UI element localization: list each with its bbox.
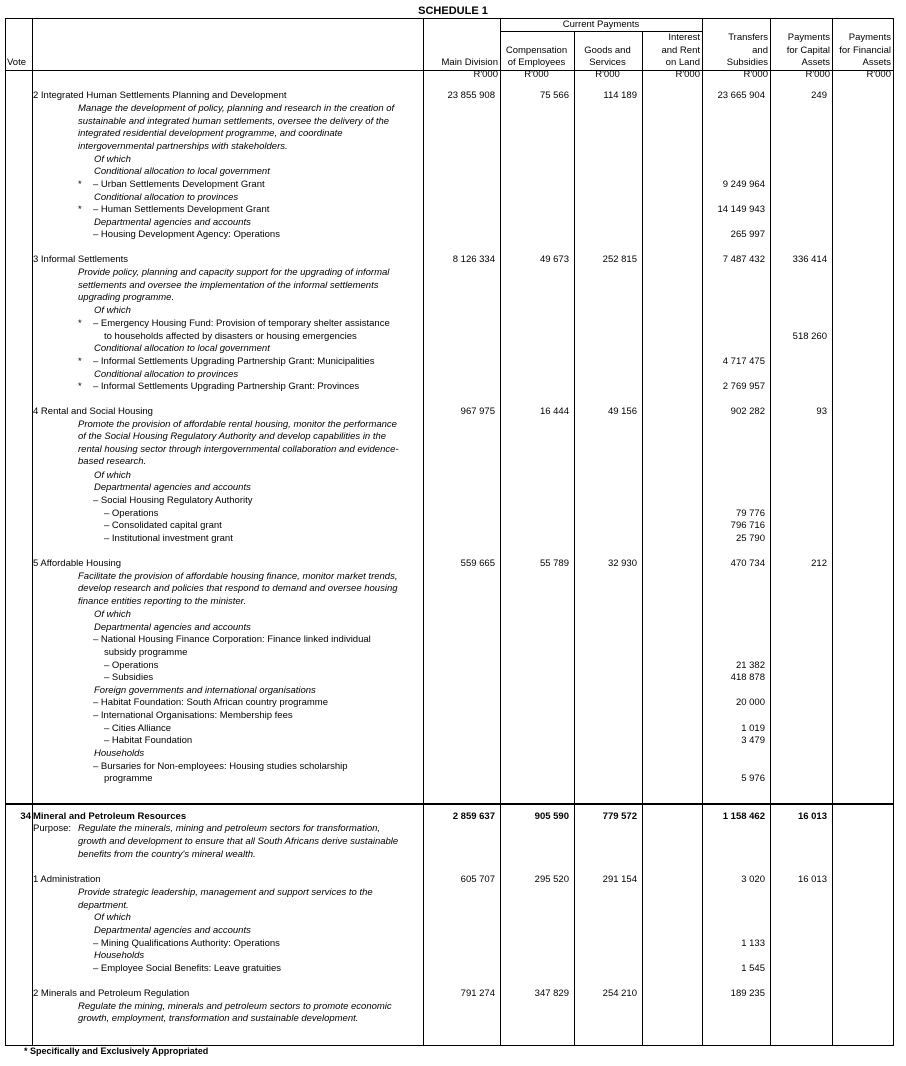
trans-value: 796 716 — [730, 520, 765, 531]
row-description: based research. — [78, 456, 147, 467]
trans-value: 4 717 475 — [722, 356, 765, 367]
compensation-header-line: of Employees — [507, 57, 566, 68]
unit-label: R'000 — [675, 69, 700, 80]
row-description: Regulate the mining, minerals and petroleum sectors to promote economic — [78, 1001, 392, 1012]
row-description: develop research and policies that respond to demand and oversee housing — [78, 583, 398, 594]
trans-value: 265 997 — [730, 229, 765, 240]
trans-value: 21 382 — [735, 660, 765, 671]
goods-value: 254 210 — [602, 988, 637, 999]
row-description: 5 Affordable Housing — [33, 558, 122, 569]
comp-value: 295 520 — [534, 874, 569, 885]
trans-value: 5 976 — [741, 773, 765, 784]
unit-label: R'000 — [743, 69, 768, 80]
trans-value: 20 000 — [735, 697, 765, 708]
row-description: Promote the provision of affordable rental housing, monitor the performance — [78, 419, 397, 430]
row-description: – Bursaries for Non-employees: Housing studies scholarship — [93, 761, 348, 772]
comp-value: 347 829 — [534, 988, 569, 999]
interest-header-line: Interest — [668, 32, 700, 43]
row-description: to households affected by disasters or housing emergencies — [104, 331, 357, 342]
column-rule — [832, 18, 833, 1045]
row-description: Conditional allocation to provinces — [94, 192, 239, 203]
column-rule — [642, 31, 643, 1045]
row-description: Of which — [94, 154, 131, 165]
row-description: department. — [78, 900, 129, 911]
goods-header-line: Goods and — [584, 44, 631, 56]
unit-label: R'000 — [595, 69, 620, 80]
cap-value: 16 013 — [797, 874, 827, 885]
unit-label: R'000 — [866, 69, 891, 80]
row-description: Purpose: — [33, 823, 72, 834]
row-description: Departmental agencies and accounts — [94, 925, 251, 936]
capital-header-line: for Capital — [786, 44, 830, 56]
row-description: Households — [94, 950, 145, 961]
row-description: sustainable and integrated human settlements, oversee the delivery of the — [78, 116, 390, 127]
row-description: – Informal Settlements Upgrading Partnership Grant: Municipalities — [93, 356, 375, 367]
row-description: Conditional allocation to local government — [94, 166, 270, 177]
cap-value: 16 013 — [797, 811, 827, 822]
cap-value: 518 260 — [792, 331, 827, 342]
row-description: – Housing Development Agency: Operations — [93, 229, 280, 240]
row-description: Departmental agencies and accounts — [94, 217, 251, 228]
vote-header: Vote — [7, 57, 27, 68]
column-rule — [500, 18, 501, 1045]
row-description: – Consolidated capital grant — [104, 520, 222, 531]
row-description: – Urban Settlements Development Grant — [93, 179, 265, 190]
row-description: Provide strategic leadership, management and support services to the — [78, 887, 373, 898]
trans-value: 79 776 — [735, 508, 765, 519]
comp-value: 75 566 — [539, 90, 569, 101]
goods-value: 32 930 — [607, 558, 637, 569]
trans-value: 1 133 — [741, 938, 765, 949]
row-description: programme — [104, 773, 153, 784]
row-description: Households — [94, 748, 145, 759]
row-description: Facilitate the provision of affordable housing finance, monitor market trends, — [78, 571, 398, 582]
footnote: * Specifically and Exclusively Appropriated — [24, 1046, 209, 1056]
column-rule — [770, 18, 771, 1045]
row-description: – Human Settlements Development Grant — [93, 204, 270, 215]
trans-value: 3 020 — [741, 874, 765, 885]
row-description: upgrading programme. — [78, 292, 175, 303]
row-description: 2 Integrated Human Settlements Planning and Development — [33, 90, 287, 101]
column-rule — [893, 18, 894, 1045]
capital-header-line: Payments — [787, 32, 830, 43]
row-description: – Social Housing Regulatory Authority — [93, 495, 253, 506]
cap-value: 93 — [816, 406, 827, 417]
row-description: benefits from the country's mineral wealth. — [78, 849, 256, 860]
goods-header-line: Services — [589, 57, 626, 68]
row-description: Departmental agencies and accounts — [94, 622, 251, 633]
column-rule — [423, 18, 424, 1045]
unit-label: R'000 — [524, 69, 549, 80]
row-description: growth and development to ensure that all South Africans derive sustainable — [78, 836, 399, 847]
row-description: – Institutional investment grant — [104, 533, 233, 544]
row-description: Provide policy, planning and capacity support for the upgrading of informal — [78, 267, 390, 278]
trans-value: 9 249 964 — [722, 179, 765, 190]
trans-value: 189 235 — [730, 988, 765, 999]
column-rule — [32, 18, 33, 1045]
specifically-appropriated-marker: * — [78, 204, 82, 215]
row-description: – Cities Alliance — [104, 723, 172, 734]
comp-value: 905 590 — [534, 811, 569, 822]
row-description: finance entities reporting to the minister. — [78, 596, 247, 607]
trans-value: 1 545 — [741, 963, 765, 974]
goods-value: 291 154 — [602, 874, 637, 885]
row-description: – Employee Social Benefits: Leave gratuities — [93, 963, 281, 974]
row-description: settlements and oversee the implementation of the informal settlements — [78, 280, 379, 291]
specifically-appropriated-marker: * — [78, 179, 82, 190]
row-description: Manage the development of policy, planning and research in the creation of — [78, 103, 395, 114]
goods-value: 49 156 — [607, 406, 637, 417]
trans-value: 1 019 — [741, 723, 765, 734]
main-value: 605 707 — [460, 874, 495, 885]
row-description: – Operations — [104, 508, 159, 519]
financial-header-line: Payments — [848, 32, 891, 43]
row-description: growth, employment, transformation and sustainable development. — [78, 1013, 359, 1024]
row-description: subsidy programme — [104, 647, 188, 658]
goods-value: 114 189 — [603, 90, 637, 101]
comp-value: 16 444 — [539, 406, 569, 417]
trans-value: 902 282 — [730, 406, 765, 417]
specifically-appropriated-marker: * — [78, 356, 82, 367]
trans-value: 470 734 — [730, 558, 765, 569]
row-description: Of which — [94, 305, 131, 316]
current-payments-header: Current Payments — [562, 19, 640, 30]
financial-header-line: for Financial — [839, 44, 891, 56]
main-value: 967 975 — [460, 406, 495, 417]
row-description: – Emergency Housing Fund: Provision of temporary shelter assistance — [93, 318, 390, 329]
row-description: – Habitat Foundation: South African country programme — [93, 697, 328, 708]
comp-value: 49 673 — [539, 254, 569, 265]
main-value: 791 274 — [460, 988, 495, 999]
schedule-title: SCHEDULE 1 — [418, 5, 488, 17]
row-description: Foreign governments and international organisations — [94, 685, 316, 696]
trans-value: 14 149 943 — [717, 204, 765, 215]
financial-header-line: Assets — [862, 57, 891, 68]
goods-value: 779 572 — [602, 811, 637, 822]
row-description: – Habitat Foundation — [104, 735, 193, 746]
main-value: 23 855 908 — [447, 90, 495, 101]
unit-label: R'000 — [473, 69, 498, 80]
main_division-header-line: Main Division — [441, 57, 498, 68]
unit-label: R'000 — [805, 69, 830, 80]
specifically-appropriated-marker: * — [78, 318, 82, 329]
goods-value: 252 815 — [602, 254, 637, 265]
trans-value: 2 769 957 — [722, 381, 765, 392]
cap-value: 212 — [811, 558, 827, 569]
row-description: Of which — [94, 470, 131, 481]
interest-header-line: and Rent — [661, 44, 700, 56]
row-description: – Informal Settlements Upgrading Partnership Grant: Provinces — [93, 381, 360, 392]
compensation-header-line: Compensation — [505, 44, 568, 56]
trans-value: 1 158 462 — [722, 811, 765, 822]
comp-value: 55 789 — [539, 558, 569, 569]
cap-value: 249 — [811, 90, 827, 101]
row-description: 4 Rental and Social Housing — [33, 406, 153, 417]
column-rule — [5, 18, 6, 1045]
row-description: Conditional allocation to provinces — [94, 369, 239, 380]
row-description: rental housing sector through intergovernmental collaboration and evidence- — [78, 444, 399, 455]
vote-number: 34 — [20, 811, 31, 822]
row-description: 2 Minerals and Petroleum Regulation — [33, 988, 190, 999]
trans-value: 3 479 — [741, 735, 765, 746]
row-description: – Mining Qualifications Authority: Operations — [93, 938, 280, 949]
trans-value: 418 878 — [730, 672, 765, 683]
row-description: Of which — [94, 912, 131, 923]
main-value: 559 665 — [460, 558, 495, 569]
row-description: intergovernmental partnerships with stakeholders. — [78, 141, 288, 152]
transfers-header-line: Subsidies — [726, 57, 768, 68]
row-description: Of which — [94, 609, 131, 620]
row-description: – Subsidies — [104, 672, 154, 683]
vote-separator-rule — [5, 803, 894, 805]
trans-value: 7 487 432 — [722, 254, 765, 265]
cap-value: 336 414 — [792, 254, 827, 265]
trans-value: 25 790 — [735, 533, 765, 544]
transfers-header-line: Transfers — [728, 32, 768, 43]
column-rule — [574, 31, 575, 1045]
capital-header-line: Assets — [801, 57, 830, 68]
row-description: – International Organisations: Membership fees — [93, 710, 293, 721]
row-description: Mineral and Petroleum Resources — [33, 811, 187, 822]
row-description: – Operations — [104, 660, 159, 671]
specifically-appropriated-marker: * — [78, 381, 82, 392]
row-description: of the Social Housing Regulatory Authority and develop capabilities in the — [78, 431, 387, 442]
row-description: Departmental agencies and accounts — [94, 482, 251, 493]
trans-value: 23 665 904 — [717, 90, 765, 101]
row-description: 1 Administration — [33, 874, 101, 885]
main-value: 2 859 637 — [452, 811, 495, 822]
row-description: Conditional allocation to local government — [94, 343, 270, 354]
row-description: – National Housing Finance Corporation: Finance linked individual — [93, 634, 371, 645]
table-top-rule — [5, 18, 894, 19]
main-value: 8 126 334 — [452, 254, 495, 265]
row-description-continued: Regulate the minerals, mining and petroleum sectors for transformation, — [78, 823, 381, 834]
transfers-header-line: and — [752, 44, 768, 56]
row-description: integrated residential development programme, and coordinate — [78, 128, 343, 139]
row-description: 3 Informal Settlements — [33, 254, 129, 265]
interest-header-line: on Land — [665, 57, 700, 68]
